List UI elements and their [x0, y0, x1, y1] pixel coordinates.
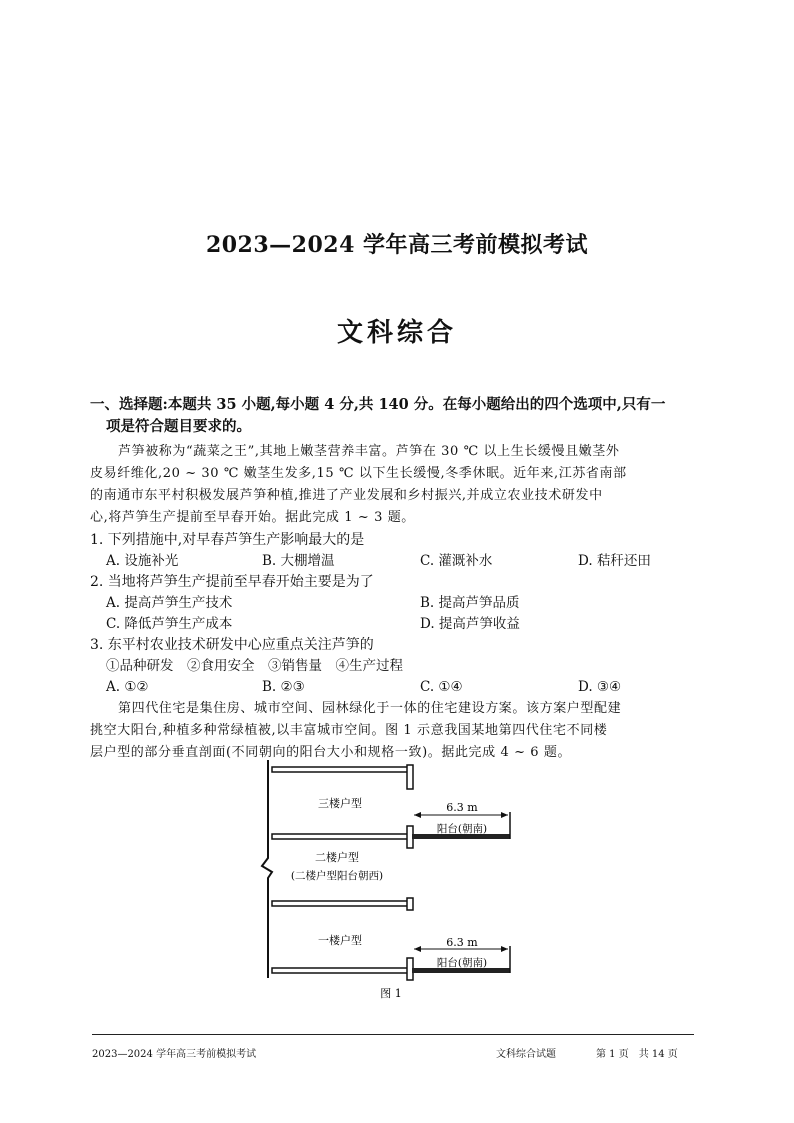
figure-caption: 图 1 [380, 987, 402, 1000]
q2-option-b: B. 提高芦笋品质 [420, 595, 520, 611]
label-floor1: 一楼户型 [318, 934, 362, 947]
facade-top [407, 765, 413, 789]
passage1-line3: 的南通市东平村积极发展芦笋种植,推进了产业发展和乡村振兴,并成立农业技术研发中 [90, 488, 603, 503]
passage2-line2: 挑空大阳台,种植多种常绿植被,以丰富城市空间。图 1 示意我国某地第四代住宅不同楼 [90, 723, 608, 738]
subject-title: 文科综合 [336, 318, 457, 348]
exam-title: 2023—2024 学年高三考前模拟考试 [205, 232, 589, 258]
label-floor3: 三楼户型 [318, 797, 362, 810]
q3-stem: 3. 东平村农业技术研发中心应重点关注芦笋的 [90, 637, 374, 653]
label-dim-top: 6.3 m [446, 801, 478, 814]
label-floor2-note: (二楼户型阳台朝西) [290, 870, 384, 882]
label-balcony-top: 阳台(朝南) [436, 823, 488, 835]
label-dim-bottom: 6.3 m [446, 936, 478, 949]
floor-slab-1 [272, 968, 412, 973]
footer-page-number: 第 1 页 共 14 页 [596, 1049, 678, 1060]
q1-option-b: B. 大棚增温 [262, 553, 335, 569]
q2-option-c: C. 降低芦笋生产成本 [106, 616, 233, 632]
q2-option-a: A. 提高芦笋生产技术 [106, 595, 233, 611]
footer-exam-name: 2023—2024 学年高三考前模拟考试 [92, 1049, 257, 1060]
q1-option-c: C. 灌溉补水 [420, 553, 493, 569]
q2-option-d: D. 提高芦笋收益 [420, 616, 520, 632]
q3-option-d: D. ③④ [578, 679, 622, 695]
q1-option-a: A. 设施补光 [106, 553, 179, 569]
label-balcony-bottom: 阳台(朝南) [436, 957, 488, 969]
footer-rule [92, 1034, 694, 1035]
floor-slab-3 [272, 834, 412, 839]
floor-slab-top [272, 767, 412, 772]
passage2-line1: 第四代住宅是集住房、城市空间、园林绿化于一体的住宅建设方案。该方案户型配建 [118, 701, 622, 716]
passage1-line2: 皮易纤维化,20 ~ 30 ℃ 嫩茎生发多,15 ℃ 以下生长缓慢,冬季休眠。近年来,江苏省南部 [90, 466, 627, 481]
label-floor2: 二楼户型 [315, 851, 359, 864]
left-wall [262, 760, 272, 978]
q2-stem: 2. 当地将芦笋生产提前至早春开始主要是为了 [90, 574, 374, 590]
facade-middle [407, 898, 413, 910]
q3-option-a: A. ①② [106, 679, 149, 695]
floor-slab-2 [272, 901, 412, 906]
section-heading-line1: 一、选择题:本题共 35 小题,每小题 4 分,共 140 分。在每小题给出的四个选项中,只有一 [90, 396, 666, 413]
passage1-line1: 芦笋被称为“蔬菜之王”,其地上嫩茎营养丰富。芦笋在 30 ℃ 以上生长缓慢且嫩茎外 [118, 444, 620, 459]
section-heading-line2: 项是符合题目要求的。 [106, 418, 251, 435]
passage1-line4: 心,将芦笋生产提前至早春开始。据此完成 1 ~ 3 题。 [90, 510, 415, 525]
q3-option-c: C. ①④ [420, 679, 463, 695]
q3-option-b: B. ②③ [262, 679, 305, 695]
q1-option-d: D. 秸秆还田 [578, 553, 651, 569]
q3-items: ①品种研发 ②食用安全 ③销售量 ④生产过程 [106, 658, 403, 674]
q1-stem: 1. 下列措施中,对早春芦笋生产影响最大的是 [90, 532, 365, 548]
passage2-line3: 层户型的部分垂直剖面(不同朝向的阳台大小和规格一致)。据此完成 4 ~ 6 题。 [90, 745, 572, 760]
footer-subject: 文科综合试题 [496, 1049, 556, 1060]
